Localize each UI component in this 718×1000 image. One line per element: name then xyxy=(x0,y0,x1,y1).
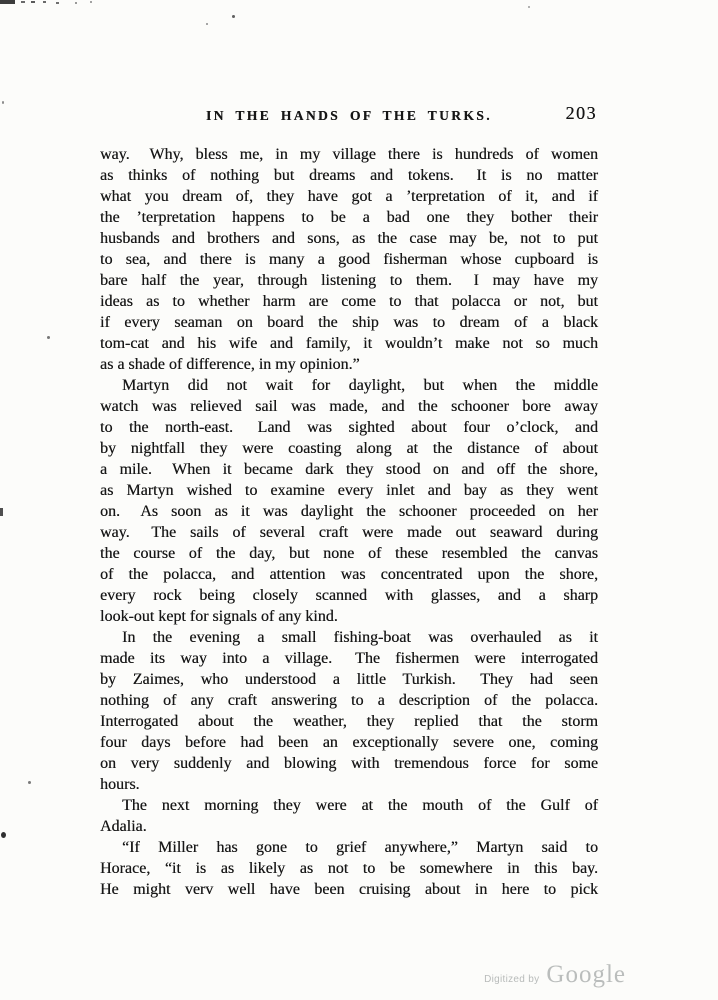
text-line: the course of the day, but none of these resembled the canvas xyxy=(100,545,598,562)
text-line: every rock being closely scanned with glasses, and a sharp xyxy=(100,587,598,604)
text-line: nothing of any craft answering to a description of the polacca. xyxy=(100,692,598,709)
text-line: Horace, “it is as likely as not to be somewhere in this bay. xyxy=(100,860,598,877)
text-line: as a shade of difference, in my opinion.” xyxy=(100,356,360,373)
text-line: “If Miller has gone to grief anywhere,” Martyn said to xyxy=(122,839,598,856)
watermark xyxy=(484,961,626,989)
text-line: made its way into a village. The fishermen were interrogated xyxy=(100,650,598,667)
page-title: IN THE HANDS OF THE TURKS. xyxy=(206,108,492,123)
watermark-prefix: Digitized by xyxy=(484,974,540,985)
scan-speck xyxy=(0,508,3,516)
scan-speck xyxy=(56,2,59,4)
text-line: what you dream of, they have got a ’terpretation of it, and if xyxy=(100,188,598,205)
scan-speck xyxy=(2,101,4,104)
text-line: to sea, and there is many a good fisherman whose cupboard is xyxy=(100,251,598,268)
scan-speck xyxy=(232,15,235,18)
text-line: as Martyn wished to examine every inlet and bay as they went xyxy=(100,482,598,499)
text-line: way. Why, bless me, in my village there is hundreds of women xyxy=(100,146,598,163)
text-line: Martyn did not wait for daylight, but when the middle xyxy=(122,377,598,394)
text-line: Adalia. xyxy=(100,818,147,835)
text-line: The next morning they were at the mouth of the Gulf of xyxy=(122,797,598,814)
text-line: look-out kept for signals of any kind. xyxy=(100,608,338,625)
text-line: Interrogated about the weather, they replied that the storm xyxy=(100,713,598,730)
text-line: four days before had been an exceptionally severe one, coming xyxy=(100,734,598,751)
page-text xyxy=(100,144,598,900)
text-line: In the evening a small fishing-boat was overhauled as it xyxy=(122,629,598,646)
text-line: if every seaman on board the ship was to dream of a black xyxy=(100,314,598,331)
scan-speck xyxy=(31,1,35,3)
text-line: the ’terpretation happens to be a bad one they bother their xyxy=(100,209,598,226)
scan-speck xyxy=(90,1,92,3)
scan-speck xyxy=(528,6,530,8)
text-line: watch was relieved sail was made, and the schooner bore away xyxy=(100,398,598,415)
scan-speck xyxy=(21,1,25,3)
text-line: way. The sails of several craft were made out seaward during xyxy=(100,524,598,541)
text-line: of the polacca, and attention was concentrated upon the shore, xyxy=(100,566,598,583)
text-line: ideas as to whether harm are come to that polacca or not, but xyxy=(100,293,598,310)
text-line: to the north-east. Land was sighted about four o’clock, and xyxy=(100,419,598,436)
scan-speck xyxy=(0,0,15,4)
running-header xyxy=(100,103,598,125)
google-logo: Google xyxy=(546,961,626,988)
text-line: hours. xyxy=(100,776,140,793)
scan-speck xyxy=(28,781,31,784)
page-number: 203 xyxy=(565,103,597,123)
scan-speck xyxy=(43,1,46,3)
text-line: tom-cat and his wife and family, it wouldn’t make not so much xyxy=(100,335,598,352)
text-line: He might verv well have been cruising about in here to pick xyxy=(100,881,598,898)
scan-speck xyxy=(1,832,6,838)
text-line: by Zaimes, who understood a little Turkish. They had seen xyxy=(100,671,598,688)
scan-speck xyxy=(206,23,208,25)
scan-speck xyxy=(47,336,50,339)
text-line: husbands and brothers and sons, as the case may be, not to put xyxy=(100,230,598,247)
text-line: on very suddenly and blowing with tremendous force for some xyxy=(100,755,598,772)
text-line: on. As soon as it was daylight the schooner proceeded on her xyxy=(100,503,598,520)
text-line: a mile. When it became dark they stood on and off the shore, xyxy=(100,461,598,478)
text-line: by nightfall they were coasting along at the distance of about xyxy=(100,440,598,457)
scan-speck xyxy=(75,2,77,4)
text-line: bare half the year, through listening to them. I may have my xyxy=(100,272,598,289)
text-line: as thinks of nothing but dreams and tokens. It is no matter xyxy=(100,167,598,184)
